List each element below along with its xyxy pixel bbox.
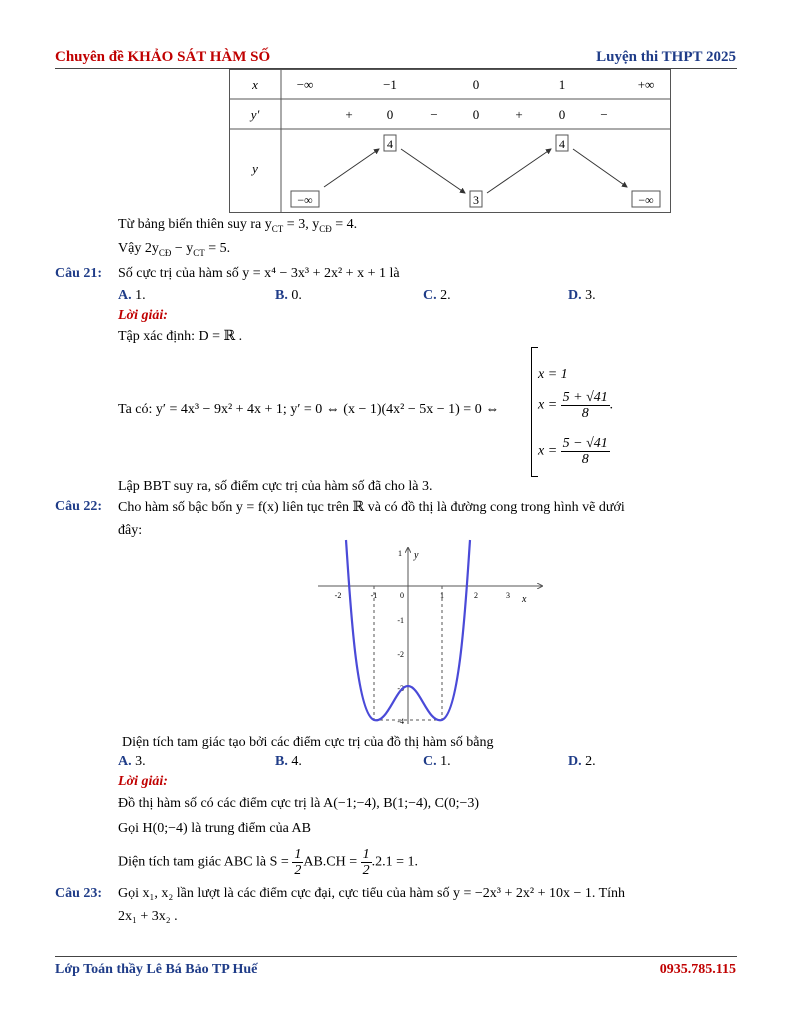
bbt-sign-3: 0: [472, 107, 480, 122]
bbt-x-label: x: [252, 77, 258, 92]
bbt-sign-1: 0: [386, 107, 394, 122]
q22-label: Câu 22:: [55, 499, 103, 514]
q23-text-line2: 2x₁ + 3x₂ .: [118, 909, 178, 924]
q22-solution-line1: Đồ thị hàm số có các điểm cực trị là A(−1;−4), B(1;−4), C(0;−3): [118, 796, 480, 811]
graph-xtick-2: 0: [400, 591, 404, 600]
q21-derivative: Ta có: y′ = 4x³ − 9x² + 4x + 1; y′ = 0 ⇔ (x − 1)(4x² − 5x − 1) = 0 ⇔: [118, 402, 500, 417]
q21-root-3: x = $\frac{5 - √41}{8}$: [538, 436, 608, 467]
q22-text-line1: Cho hàm số bậc bốn y = f(x) liên tục trên ℝ và có đồ thị là đường cong trong hình vẽ dưới: [118, 500, 625, 515]
bbt-x-4: +∞: [637, 77, 655, 92]
q21-option-a: A. 1.: [118, 288, 146, 303]
bbt-sign-5: 0: [558, 107, 566, 122]
bbt-sign-4: +: [515, 107, 523, 122]
q21-conclusion: Lập BBT suy ra, số điểm cực trị của hàm số đã cho là 3.: [118, 479, 433, 494]
q23-label: Câu 23:: [55, 886, 103, 901]
footer-left: Lớp Toán thầy Lê Bá Bảo TP Huế: [55, 962, 258, 977]
header-title: Chuyên đề KHẢO SÁT HÀM SỐ: [55, 49, 271, 65]
graph-xtick-5: 3: [506, 591, 510, 600]
q21-option-b: B. 0.: [275, 288, 302, 303]
q22-solution-label: Lời giải:: [118, 774, 168, 789]
q21-root-2: x = $\frac{5 + √41}{8}$ .: [538, 390, 614, 421]
bbt-y-4: −∞: [638, 193, 654, 207]
graph-xtick-3: 1: [440, 591, 444, 600]
graph-ytick-1: -1: [397, 616, 404, 625]
q21-root-1: x = 1: [538, 367, 568, 382]
q21-option-d: D. 3.: [568, 288, 596, 303]
q22-option-a: A. 3.: [118, 754, 146, 769]
variation-table: [229, 69, 671, 213]
q21-option-c: C. 2.: [423, 288, 451, 303]
q22-text-line2: đây:: [118, 523, 143, 538]
q22-solution-line2: Gọi H(0;−4) là trung điểm của AB: [118, 821, 311, 836]
q21-solution-label: Lời giải:: [118, 308, 168, 323]
q23-text-line1: Gọi x₁, x₂ lần lượt là các điểm cực đại, cực tiểu của hàm số y = −2x³ + 2x² + 10x − 1. Tính: [118, 886, 626, 901]
graph-x-label: x: [522, 594, 527, 605]
q21-label: Câu 21:: [55, 266, 103, 281]
bbt-x-1: −1: [383, 77, 397, 92]
graph-xtick-1: -1: [370, 591, 378, 600]
q22-option-b: B. 4.: [275, 754, 302, 769]
bbt-sign-2: −: [430, 107, 438, 122]
bbt-x-3: 1: [558, 77, 566, 92]
q22-option-d: D. 2.: [568, 754, 596, 769]
bbt-y-1: 4: [387, 137, 393, 151]
q22-option-c: C. 1.: [423, 754, 451, 769]
q21-domain: Tập xác định: D = ℝ .: [118, 329, 243, 344]
header-subtitle: Luyện thi THPT 2025: [596, 49, 736, 65]
bbt-yp-label: y′: [250, 107, 260, 122]
footer-right: 0935.785.115: [659, 962, 736, 977]
graph-y-label: y: [414, 550, 419, 561]
q22-question: Diện tích tam giác tạo bởi các điểm cực trị của đồ thị hàm số bằng: [122, 735, 494, 750]
graph-ytick-0: 1: [398, 549, 402, 558]
bbt-y-0: −∞: [297, 193, 313, 207]
graph-xtick-4: 2: [474, 591, 478, 600]
prev-solution-line1: Từ bảng biến thiên suy ra $y_{CT} = 3$, $y_{CĐ} = 4$.: [118, 217, 358, 234]
bbt-y-3: 4: [559, 137, 565, 151]
bbt-x-0: −∞: [296, 77, 314, 92]
graph-xtick-0: -2: [334, 591, 342, 600]
bbt-sign-0: +: [345, 107, 353, 122]
q21-roots-bracket: [531, 347, 538, 477]
q21-text: Số cực trị của hàm số y = x⁴ − 3x³ + 2x² + x + 1 là: [118, 266, 400, 281]
q22-graph: [310, 538, 550, 728]
bbt-y-label: y: [252, 161, 258, 176]
bbt-x-2: 0: [472, 77, 480, 92]
graph-ytick-3: -3: [397, 684, 404, 693]
q22-solution-line3: Diện tích tam giác ABC là S = $\frac{1}{2}$ AB.CH = $\frac{1}{2}$ .2.1 = 1.: [118, 847, 419, 878]
bbt-y-2: 3: [473, 193, 479, 207]
graph-ytick-2: -2: [397, 650, 404, 659]
prev-solution-line2: Vậy $2y_{CĐ} - y_{CT} = 5$.: [118, 241, 231, 258]
bbt-sign-6: −: [600, 107, 608, 122]
graph-ytick-4: -4: [397, 717, 404, 726]
footer-rule: [55, 956, 737, 957]
